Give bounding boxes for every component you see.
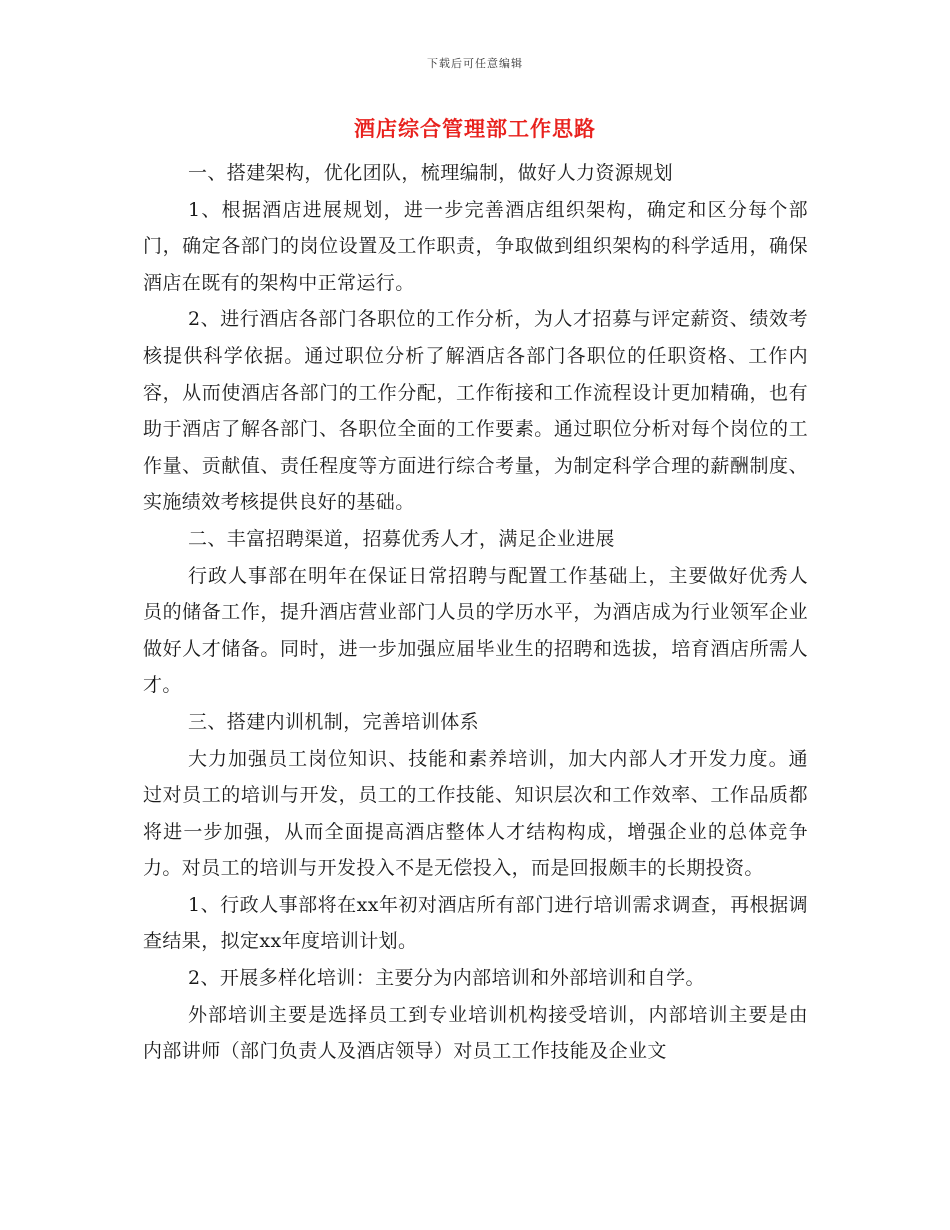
paragraph: 外部培训主要是选择员工到专业培训机构接受培训，内部培训主要是由内部讲师（部门负责人及酒店领导）对员工工作技能及企业文 [143, 1003, 808, 1063]
section-heading-2: 二、丰富招聘渠道，招募优秀人才，满足企业进展 [188, 527, 615, 550]
section-heading-1: 一、搭建架构，优化团队，梳理编制，做好人力资源规划 [188, 162, 674, 184]
document-body [143, 155, 808, 1070]
document-title: 酒店综合管理部工作思路 [354, 116, 596, 141]
paragraph: 2、进行酒店各部门各职位的工作分析，为人才招募与评定薪资、绩效考核提供科学依据。通过职位分析了解酒店各部门各职位的任职资格、工作内容，从而使酒店各部门的工作分配，工作衔接和工作流程设计更加精确，也有助于酒店了解各部门、各职位全面的工作要素。通过职位分析对每个岗位的工作量、贡献值、责任程度等方面进行综合考量，为制定科学合理的薪酬制度、实施绩效考核提供良好的基础。 [143, 308, 808, 514]
paragraph: 1、根据酒店进展规划，进一步完善酒店组织架构，确定和区分每个部门，确定各部门的岗位设置及工作职责，争取做到组织架构的科学适用，确保酒店在既有的架构中正常运行。 [143, 198, 808, 294]
paragraph: 1、行政人事部将在xx年初对酒店所有部门进行培训需求调查，再根据调查结果，拟定xx年度培训计划。 [143, 893, 808, 953]
paragraph: 2、开展多样化培训：主要分为内部培训和外部培训和自学。 [188, 967, 705, 990]
paragraph: 大力加强员工岗位知识、技能和素养培训，加大内部人才开发力度。通过对员工的培训与开发，员工的工作技能、知识层次和工作效率、工作品质都将进一步加强，从而全面提高酒店整体人才结构构成，增强企业的总体竞争力。对员工的培训与开发投入不是无偿投入，而是回报颇丰的长期投资。 [143, 747, 808, 880]
section-heading-3: 三、搭建内训机制，完善培训体系 [188, 710, 480, 733]
paragraph: 行政人事部在明年在保证日常招聘与配置工作基础上，主要做好优秀人员的储备工作，提升酒店营业部门人员的学历水平，为酒店成为行业领军企业做好人才储备。同时，进一步加强应届毕业生的招聘和选拔，培育酒店所需人才。 [143, 564, 808, 697]
page-header-note: 下载后可任意编辑 [427, 57, 523, 70]
